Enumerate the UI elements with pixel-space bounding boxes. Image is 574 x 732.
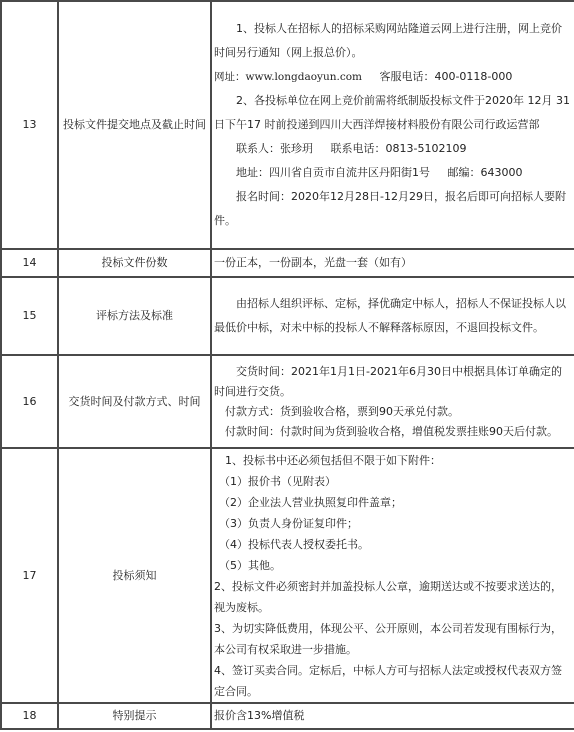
content-line: 由招标人组织评标、定标，择优确定中标人，招标人不保证投标人以最低价中标，对未中标的投标人不解释落标原因，不退回投标文件。 [214,297,566,334]
content-line: 1、投标书中还必须包括但不限于如下附件： [225,453,441,467]
row-number: 14 [1,249,58,277]
row-number: 17 [1,448,58,703]
row-item: 交货时间及付款方式、时间 [58,355,211,448]
website-text: 网址：www.longdaoyun.com [214,71,362,83]
row-content [211,277,574,355]
content-line: （4）投标代表人授权委托书。 [219,537,369,551]
table-row [1,249,574,277]
content-line: （2）企业法人营业执照复印件盖章； [219,495,402,509]
service-phone-text: 客服电话：400-0118-000 [379,70,513,83]
table-row [1,1,574,249]
contact-phone-text: 联系电话：0813-5102109 [330,142,467,155]
content-line [214,65,571,89]
address-text: 地址：四川省自贡市自流井区丹阳街1号 [236,166,430,179]
content-line [214,161,571,185]
table-row [1,277,574,355]
content-line: （5）其他。 [219,558,281,572]
row-item: 投标文件份数 [58,249,211,277]
content-line: 付款时间：付款时间为货到验收合格，增值税发票挂账90天后付款。 [225,424,558,438]
row-item: 投标须知 [58,448,211,703]
content-line: 报名时间：2020年12月28日-12月29日，报名后即可向招标人要附件。 [214,190,566,227]
row-number: 16 [1,355,58,448]
content-line: 付款方式：货到验收合格，票到90天承兑付款。 [225,404,459,418]
postcode-text: 邮编：643000 [447,166,523,179]
content-line: 1、投标人在招标人的招标采购网站隆道云网上进行注册，网上竞价时间另行通知（网上报总价）。 [214,22,562,59]
row-content [211,249,574,277]
contact-text: 联系人：张珍玥 [236,142,313,155]
content-line: 4、签订买卖合同。定标后，中标人方可与招标人法定或授权代表双方签定合同。 [214,663,562,698]
content-line: 交货时间：2021年1月1日-2021年6月30日中根据具体订单确定的时间进行交货。 [214,364,562,398]
content-line: 3、为切实降低费用，体现公平、公开原则，本公司若发现有围标行为，本公司有权采取进一步措施。 [214,621,562,656]
row-content [211,448,574,703]
row-number: 18 [1,703,58,729]
row-number: 13 [1,1,58,249]
row-content [211,1,574,249]
content-line: 一份正本，一份副本，光盘一套（如有） [214,256,412,269]
row-item: 特别提示 [58,703,211,729]
row-item: 投标文件提交地点及截止时间 [58,1,211,249]
row-content [211,703,574,729]
content-line [214,137,571,161]
content-line: （1）报价书（见附表） [219,474,336,488]
table-row [1,448,574,703]
row-number: 15 [1,277,58,355]
content-line: 2、投标文件必须密封并加盖投标人公章，逾期送达或不按要求送达的，视为废标。 [214,579,562,614]
row-content [211,355,574,448]
table-row [1,355,574,448]
row-item: 评标方法及标准 [58,277,211,355]
table-row [1,703,574,729]
content-line: 报价含13%增值税 [214,709,305,722]
content-line: （3）负责人身份证复印件； [219,516,358,530]
content-line: 2、各投标单位在网上竞价前需将纸制版投标文件于2020年 12月 31日下午17 时前投递到四川大西洋焊接材料股份有限公司行政运营部 [214,94,570,131]
